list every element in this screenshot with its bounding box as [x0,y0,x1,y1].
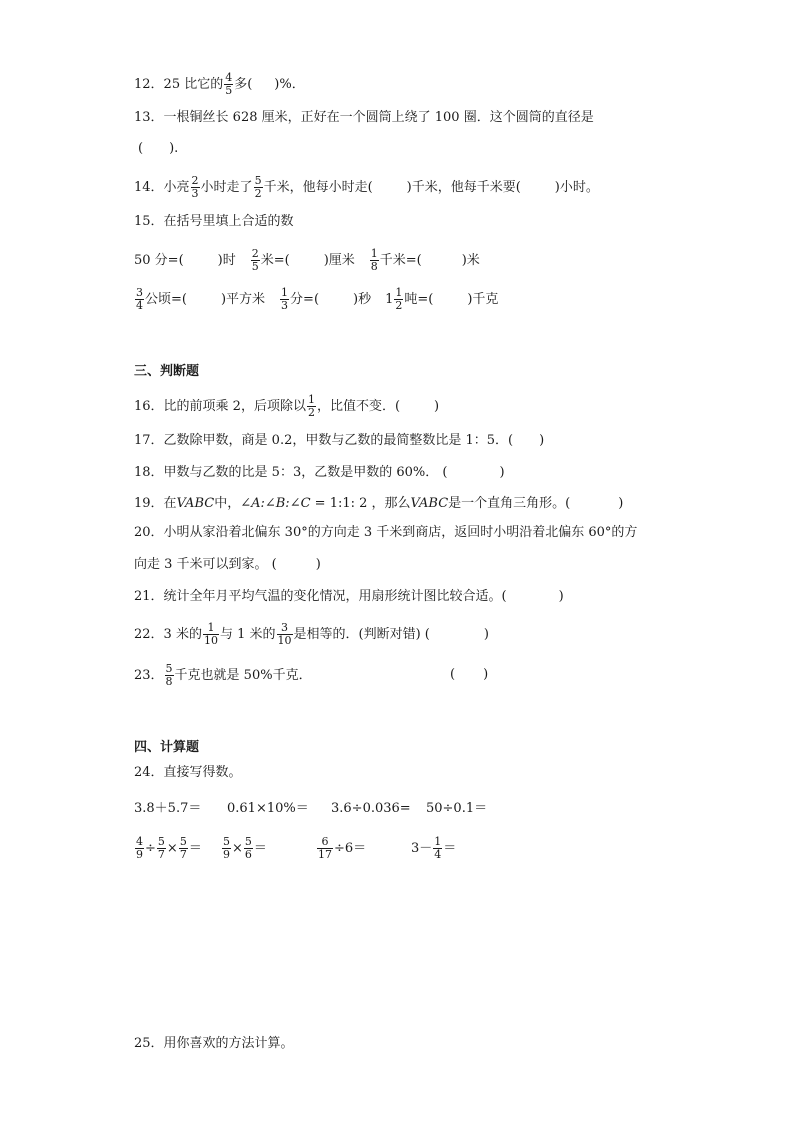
calc-5: $\frac{4}{9}$ ÷ $\frac{5}{7}$ × $\frac{5}{7}$ ＝ [136,835,202,861]
question-24: 24．直接写得数。 [134,765,242,780]
fraction: $\frac{5}{7}$ [157,835,165,861]
calc-2: 0.61×10%＝ [227,801,309,816]
fraction: $\frac{1}{8}$ [370,247,378,273]
calc-6: $\frac{5}{9}$ × $\frac{5}{6}$ ＝ [223,835,267,861]
question-13: 13．一根铜丝长 628 厘米，正好在一个圆筒上绕了 100 圈．这个圆筒的直径是 [134,110,594,125]
section-title-judgement: 三、判断题 [134,364,200,379]
question-16: 16．比的前项乘 2，后项除以 $\frac{1}{2}$ ，比值不变．( ) [134,393,440,419]
question-20-line-2: 向走 3 千米可以到家。 ( ) [134,557,321,572]
fraction: $\frac{5}{7}$ [179,835,187,861]
fraction: $\frac{2}{3}$ [191,174,199,200]
calc-8: 3－ $\frac{1}{4}$ ＝ [411,835,457,861]
fraction: $\frac{2}{5}$ [251,247,259,273]
question-19: 19．在VABC中，∠A:∠B:∠C = 1:1: 2 ，那么VABC是一个直角三角形。( ) [134,496,624,511]
question-12: 12．25 比它的 $\frac{4}{5}$ 多( )%． [134,71,305,97]
question-18: 18．甲数与乙数的比是 5：3，乙数是甲数的 60%． ( ) [134,465,505,480]
fraction: $\frac{1}{10}$ [203,621,218,647]
section-title-calculation: 四、计算题 [134,740,200,755]
question-25: 25．用你喜欢的方法计算。 [134,1036,294,1051]
fraction: $\frac{1}{3}$ [281,286,289,312]
question-23: 23． $\frac{5}{8}$ 千克也就是 50%千克． [134,662,312,688]
question-21: 21．统计全年月平均气温的变化情况，用扇形统计图比较合适。( ) [134,589,564,604]
fraction: $\frac{5}{8}$ [165,662,173,688]
calc-3: 3.6÷0.036= [331,801,411,816]
fraction: $\frac{1}{4}$ [434,835,442,861]
fraction: $\frac{4}{5}$ [225,71,233,97]
question-15-row-2: $\frac{3}{4}$ 公顷=( )平方米 $\frac{1}{3}$ 分=( )秒 1 $\frac{1}{2}$ 吨=( )千克 [136,286,499,312]
fraction: $\frac{3}{4}$ [136,286,143,312]
question-15-row-1: 50 分=( )时 $\frac{2}{5}$ 米=( )厘米 $\frac{1}{8}$ 千米=( )米 [134,247,480,273]
fraction: $\frac{5}{6}$ [244,835,252,861]
calc-4: 50÷0.1＝ [426,801,488,816]
fraction: $\frac{6}{17}$ [318,835,332,861]
fraction: $\frac{1}{2}$ [307,393,315,419]
calc-7: $\frac{6}{17}$ ÷6＝ [318,835,367,861]
fraction: $\frac{5}{9}$ [223,835,230,861]
question-15-title: 15．在括号里填上合适的数 [134,214,294,229]
calc-1: 3.8＋5.7＝ [134,801,202,816]
fraction: $\frac{4}{9}$ [136,835,143,861]
question-22: 22．3 米的 $\frac{1}{10}$ 与 1 米的 $\frac{3}{10}$ 是相等的．(判断对错) ( ) [134,621,489,647]
question-14: 14．小亮 $\frac{2}{3}$ 小时走了 $\frac{5}{2}$ 千米，他每小时走( )千米，他每千米要( )小时。 [134,174,599,200]
question-20-line-1: 20．小明从家沿着北偏东 30°的方向走 3 千米到商店，返回时小明沿着北偏东 60°的方 [134,525,638,540]
question-17: 17．乙数除甲数，商是 0.2，甲数与乙数的最简整数比是 1：5．( ) [134,433,545,448]
question-13-answer: ( ). [138,141,179,156]
fraction: $\frac{3}{10}$ [277,621,292,647]
fraction: $\frac{5}{2}$ [254,174,262,200]
fraction: $\frac{1}{2}$ [395,286,403,312]
question-23-answer: ( ) [450,667,489,682]
